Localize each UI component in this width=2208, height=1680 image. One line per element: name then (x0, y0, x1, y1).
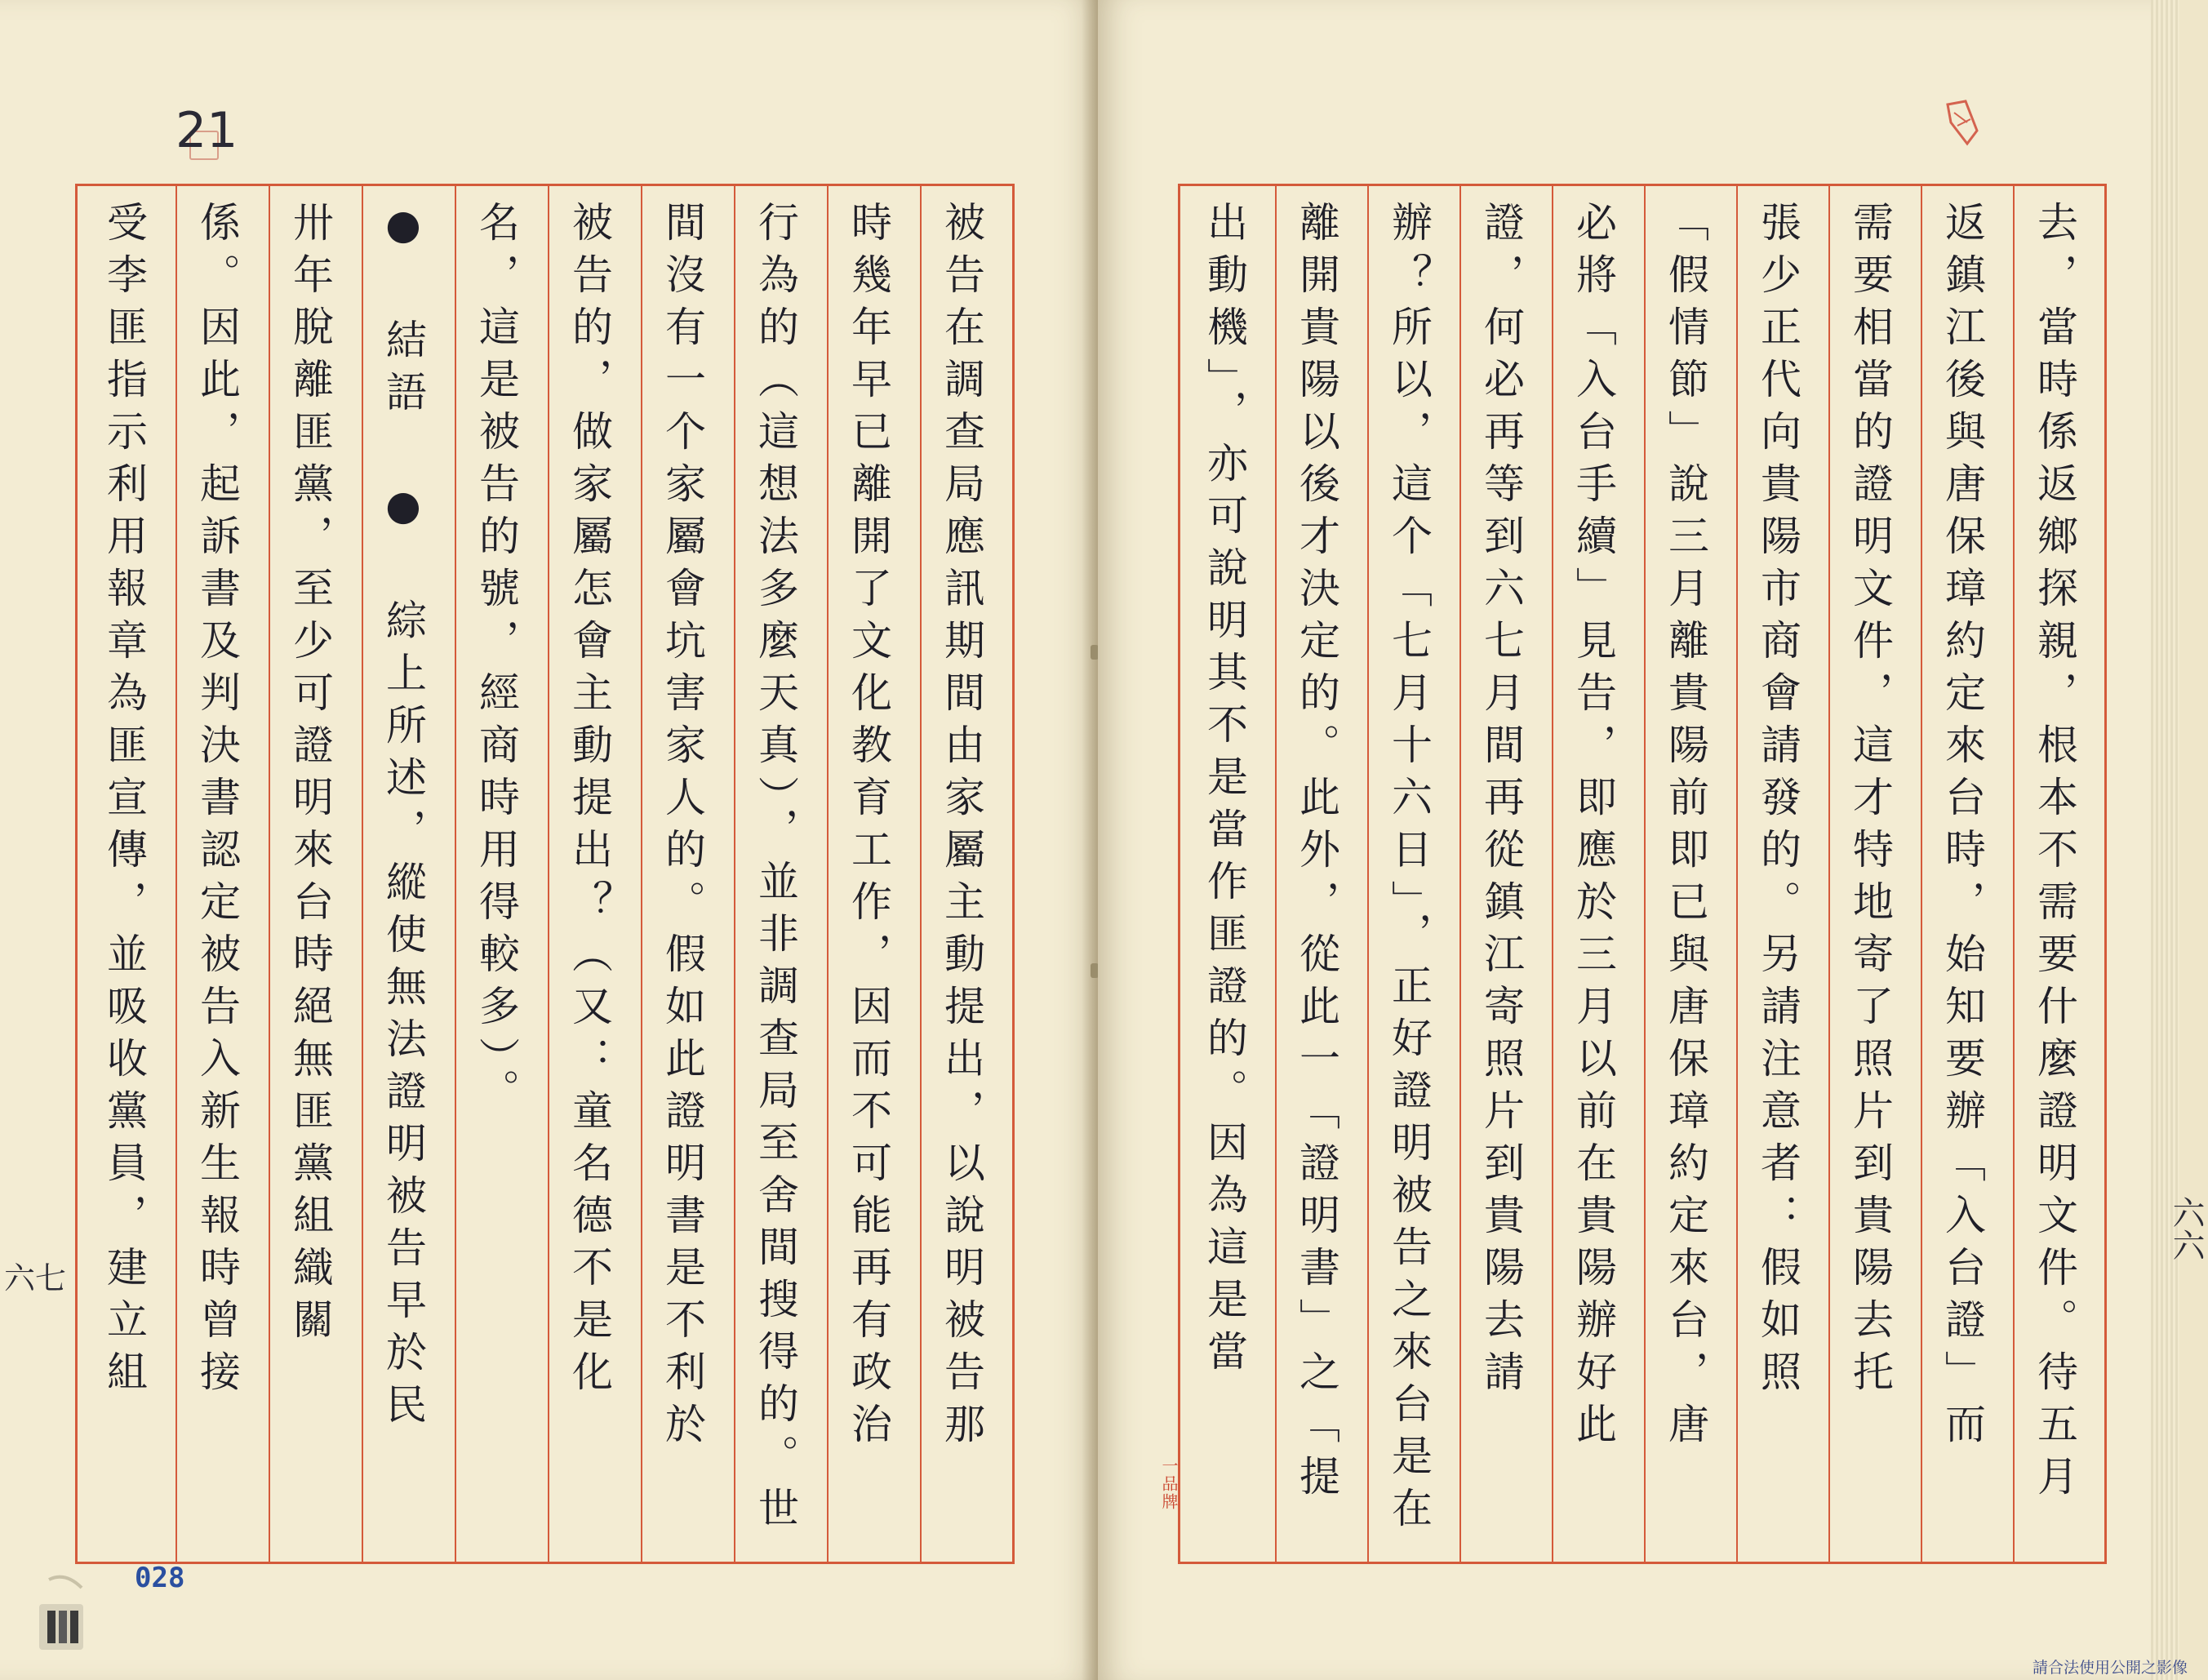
manuscript-column: 辦？所以，這个「七月十六日」，正好證明被告之來台是在 (1385, 201, 1433, 1539)
right-page (1098, 0, 2179, 1680)
grid-line (1367, 186, 1369, 1562)
grid-line (827, 186, 829, 1562)
manuscript-column: 證，何必再等到六七月間再從鎮江寄照片到貴陽去請 (1477, 201, 1525, 1402)
grid-line (1921, 186, 1922, 1562)
manuscript-column: 離開貴陽以後才決定的。此外，從此一「證明書」之「提 (1293, 201, 1340, 1507)
manuscript-column: 去，當時係返鄉探親，根本不需要什麼證明文件。待五月 (2031, 201, 2078, 1507)
grid-line (175, 186, 177, 1562)
manuscript-column: 間沒有一个家屬會坑害家人的。假如此證明書是不利於 (659, 201, 706, 1455)
archive-logo-icon (33, 1571, 98, 1653)
folio-number-top: 21 (175, 102, 238, 159)
manuscript-column: 卅年脫離匪黨，至少可證明來台時絕無匪黨組織關 (287, 201, 334, 1350)
manuscript-column: 張少正代向貴陽市商會請發的。另請注意者：假如照 (1754, 201, 1801, 1402)
manuscript-column: 被告的，做家屬怎會主動提出？（又：童名德不是化 (566, 201, 613, 1402)
grid-line (1459, 186, 1461, 1562)
grid-line (1644, 186, 1646, 1562)
grid-line (1552, 186, 1553, 1562)
manuscript-column: 返鎮江後與唐保璋約定來台時，始知要辦「入台證」而 (1939, 201, 1986, 1455)
manuscript-column: 受李匪指示利用報章為匪宣傳，並吸收黨員，建立組 (100, 201, 148, 1402)
page-number: 028 (135, 1562, 185, 1594)
grid-line (1275, 186, 1277, 1562)
grid-line (1828, 186, 1830, 1562)
manuscript-column: 「假情節」說三月離貴陽前即已與唐保璋約定來台，唐 (1662, 201, 1709, 1455)
manuscript-column: 被告在調查局應訊期間由家屬主動提出，以說明被告那 (938, 201, 985, 1455)
grid-line (269, 186, 270, 1562)
grid-line (548, 186, 549, 1562)
left-page (0, 0, 1098, 1680)
grid-line (362, 186, 363, 1562)
grid-line (455, 186, 456, 1562)
manuscript-column: 係。因此，起訴書及判決書認定被告入新生報時曾接 (193, 201, 241, 1402)
folio-number-left-margin: 六七 (4, 1260, 67, 1296)
manuscript-column: 行為的（這想法多麼天真），並非調查局至舍間搜得的。世 (752, 201, 799, 1539)
paper-brand-mark: 一品牌 (1159, 1457, 1179, 1511)
grid-line (920, 186, 922, 1562)
manuscript-column: 必將「入台手續」見告，即應於三月以前在貴陽辦好此 (1570, 201, 1617, 1455)
folio-number-right-margin: 六六 (2167, 1196, 2205, 1261)
red-seal-icon (1943, 98, 1982, 147)
grid-line (734, 186, 735, 1562)
right-manuscript-grid (1178, 184, 2107, 1564)
left-manuscript-grid (75, 184, 1015, 1564)
manuscript-column: 需要相當的證明文件，這才特地寄了照片到貴陽去托 (1846, 201, 1894, 1402)
usage-watermark: 請合法使用公開之影像 (2033, 1659, 2188, 1677)
grid-line (2013, 186, 2015, 1562)
page-edge (2151, 0, 2179, 1680)
manuscript-column: ● 結語 ● 綜上所述，縱使無法證明被告早於民 (380, 201, 427, 1435)
manuscript-column: 出動機」，亦可說明其不是當作匪證的。因為這是當 (1201, 201, 1248, 1382)
manuscript-column: 時幾年早已離開了文化教育工作，因而不可能再有政治 (845, 201, 892, 1455)
grid-line (1736, 186, 1738, 1562)
manuscript-column: 名，這是被告的號，經商時用得較多）。 (473, 201, 520, 1121)
grid-line (641, 186, 642, 1562)
